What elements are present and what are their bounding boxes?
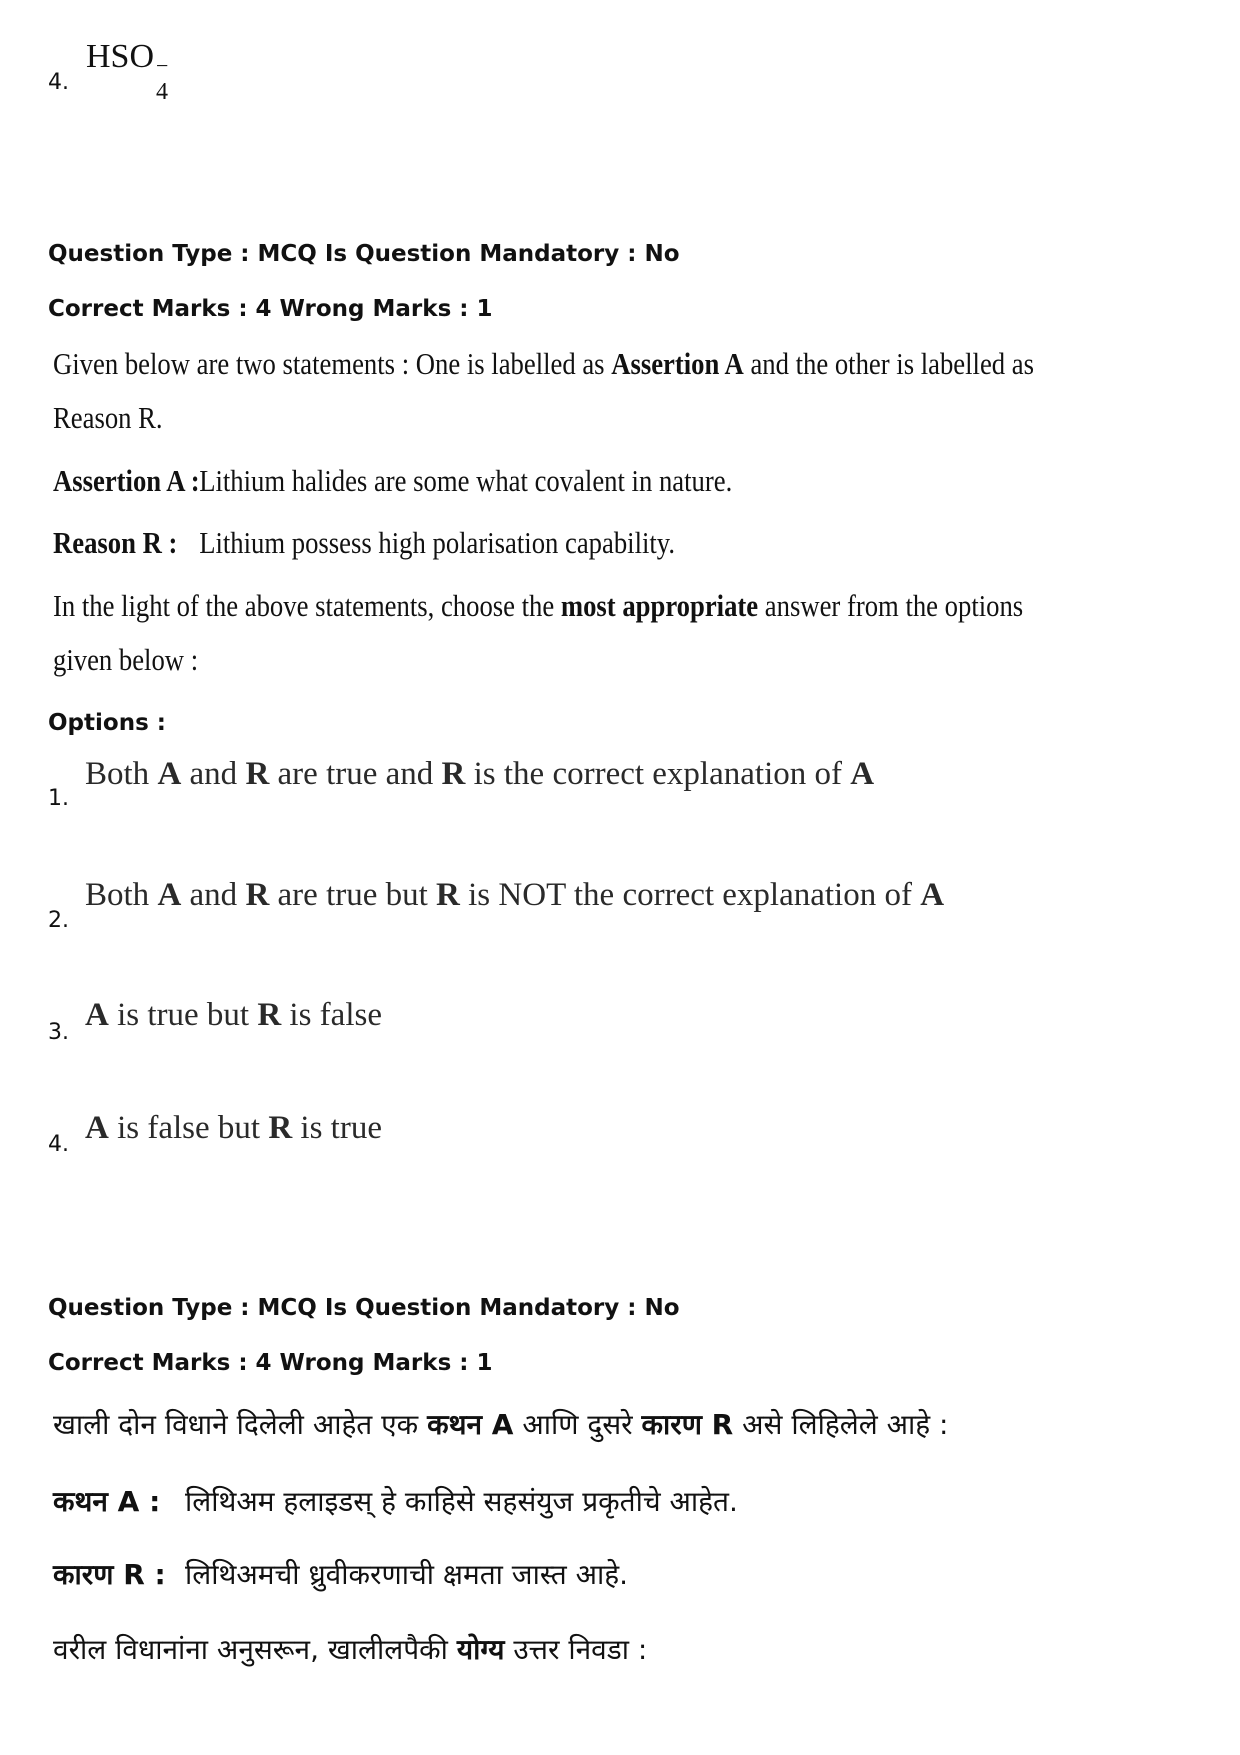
q2-instruction-line: वरील विधानांना अनुसरून, खालीलपैकी योग्य उत्तर निवडा : <box>53 1633 648 1666</box>
assertion-text: लिथिअम हलाइडस् हे काहिसे सहसंयुज प्रकृतीचे आहेत. <box>185 1485 738 1518</box>
assertion-label: कथन A : <box>53 1485 161 1518</box>
option-number: 3. <box>48 1020 69 1045</box>
options-label: Options : <box>48 710 166 736</box>
prev-option-formula <box>86 38 174 105</box>
option-1-text[interactable]: Both A and R are true and R is the correct explanation of A <box>85 756 875 792</box>
option-number: 2. <box>48 908 69 933</box>
formula-superscript: − <box>156 53 169 78</box>
option-4-text[interactable]: A is false but R is true <box>85 1110 382 1146</box>
q1-instruction-line2: given below : <box>53 642 199 677</box>
option-number: 1. <box>48 786 69 811</box>
q2-intro-line: खाली दोन विधाने दिलेली आहेत एक कथन A आणि दुसरे कारण R असे लिहिलेले आहे : <box>53 1408 949 1441</box>
q1-intro-line1: Given below are two statements : One is labelled as Assertion A and the other is labelled as <box>53 346 1034 381</box>
reason-label: Reason R : <box>53 525 178 560</box>
q1-type-line: Question Type : MCQ Is Question Mandatory : No <box>48 241 680 267</box>
q1-marks-line: Correct Marks : 4 Wrong Marks : 1 <box>48 296 493 322</box>
q1-intro-line2: Reason R. <box>53 400 163 435</box>
assertion-text: Lithium halides are some what covalent in nature. <box>199 463 733 498</box>
q2-type-line: Question Type : MCQ Is Question Mandatory : No <box>48 1295 680 1321</box>
option-3-text[interactable]: A is true but R is false <box>85 997 382 1033</box>
q1-assertion <box>53 463 732 499</box>
q1-reason <box>53 525 675 561</box>
q2-reason <box>53 1555 628 1593</box>
q2-assertion <box>53 1482 738 1520</box>
prev-option-number: 4. <box>48 70 69 95</box>
q1-instruction-line1: In the light of the above statements, choose the most appropriate answer from the options <box>53 588 1024 623</box>
reason-text: लिथिअमची ध्रुवीकरणाची क्षमता जास्त आहे. <box>185 1558 628 1591</box>
reason-label: कारण R : <box>53 1558 166 1591</box>
assertion-label: Assertion A : <box>53 463 200 498</box>
formula-subscript: 4 <box>156 79 169 105</box>
q2-marks-line: Correct Marks : 4 Wrong Marks : 1 <box>48 1350 493 1376</box>
option-number: 4. <box>48 1132 69 1157</box>
reason-text: Lithium possess high polarisation capability. <box>199 525 676 560</box>
option-2-text[interactable]: Both A and R are true but R is NOT the correct explanation of A <box>85 877 945 913</box>
formula-text: HSO <box>86 38 155 75</box>
